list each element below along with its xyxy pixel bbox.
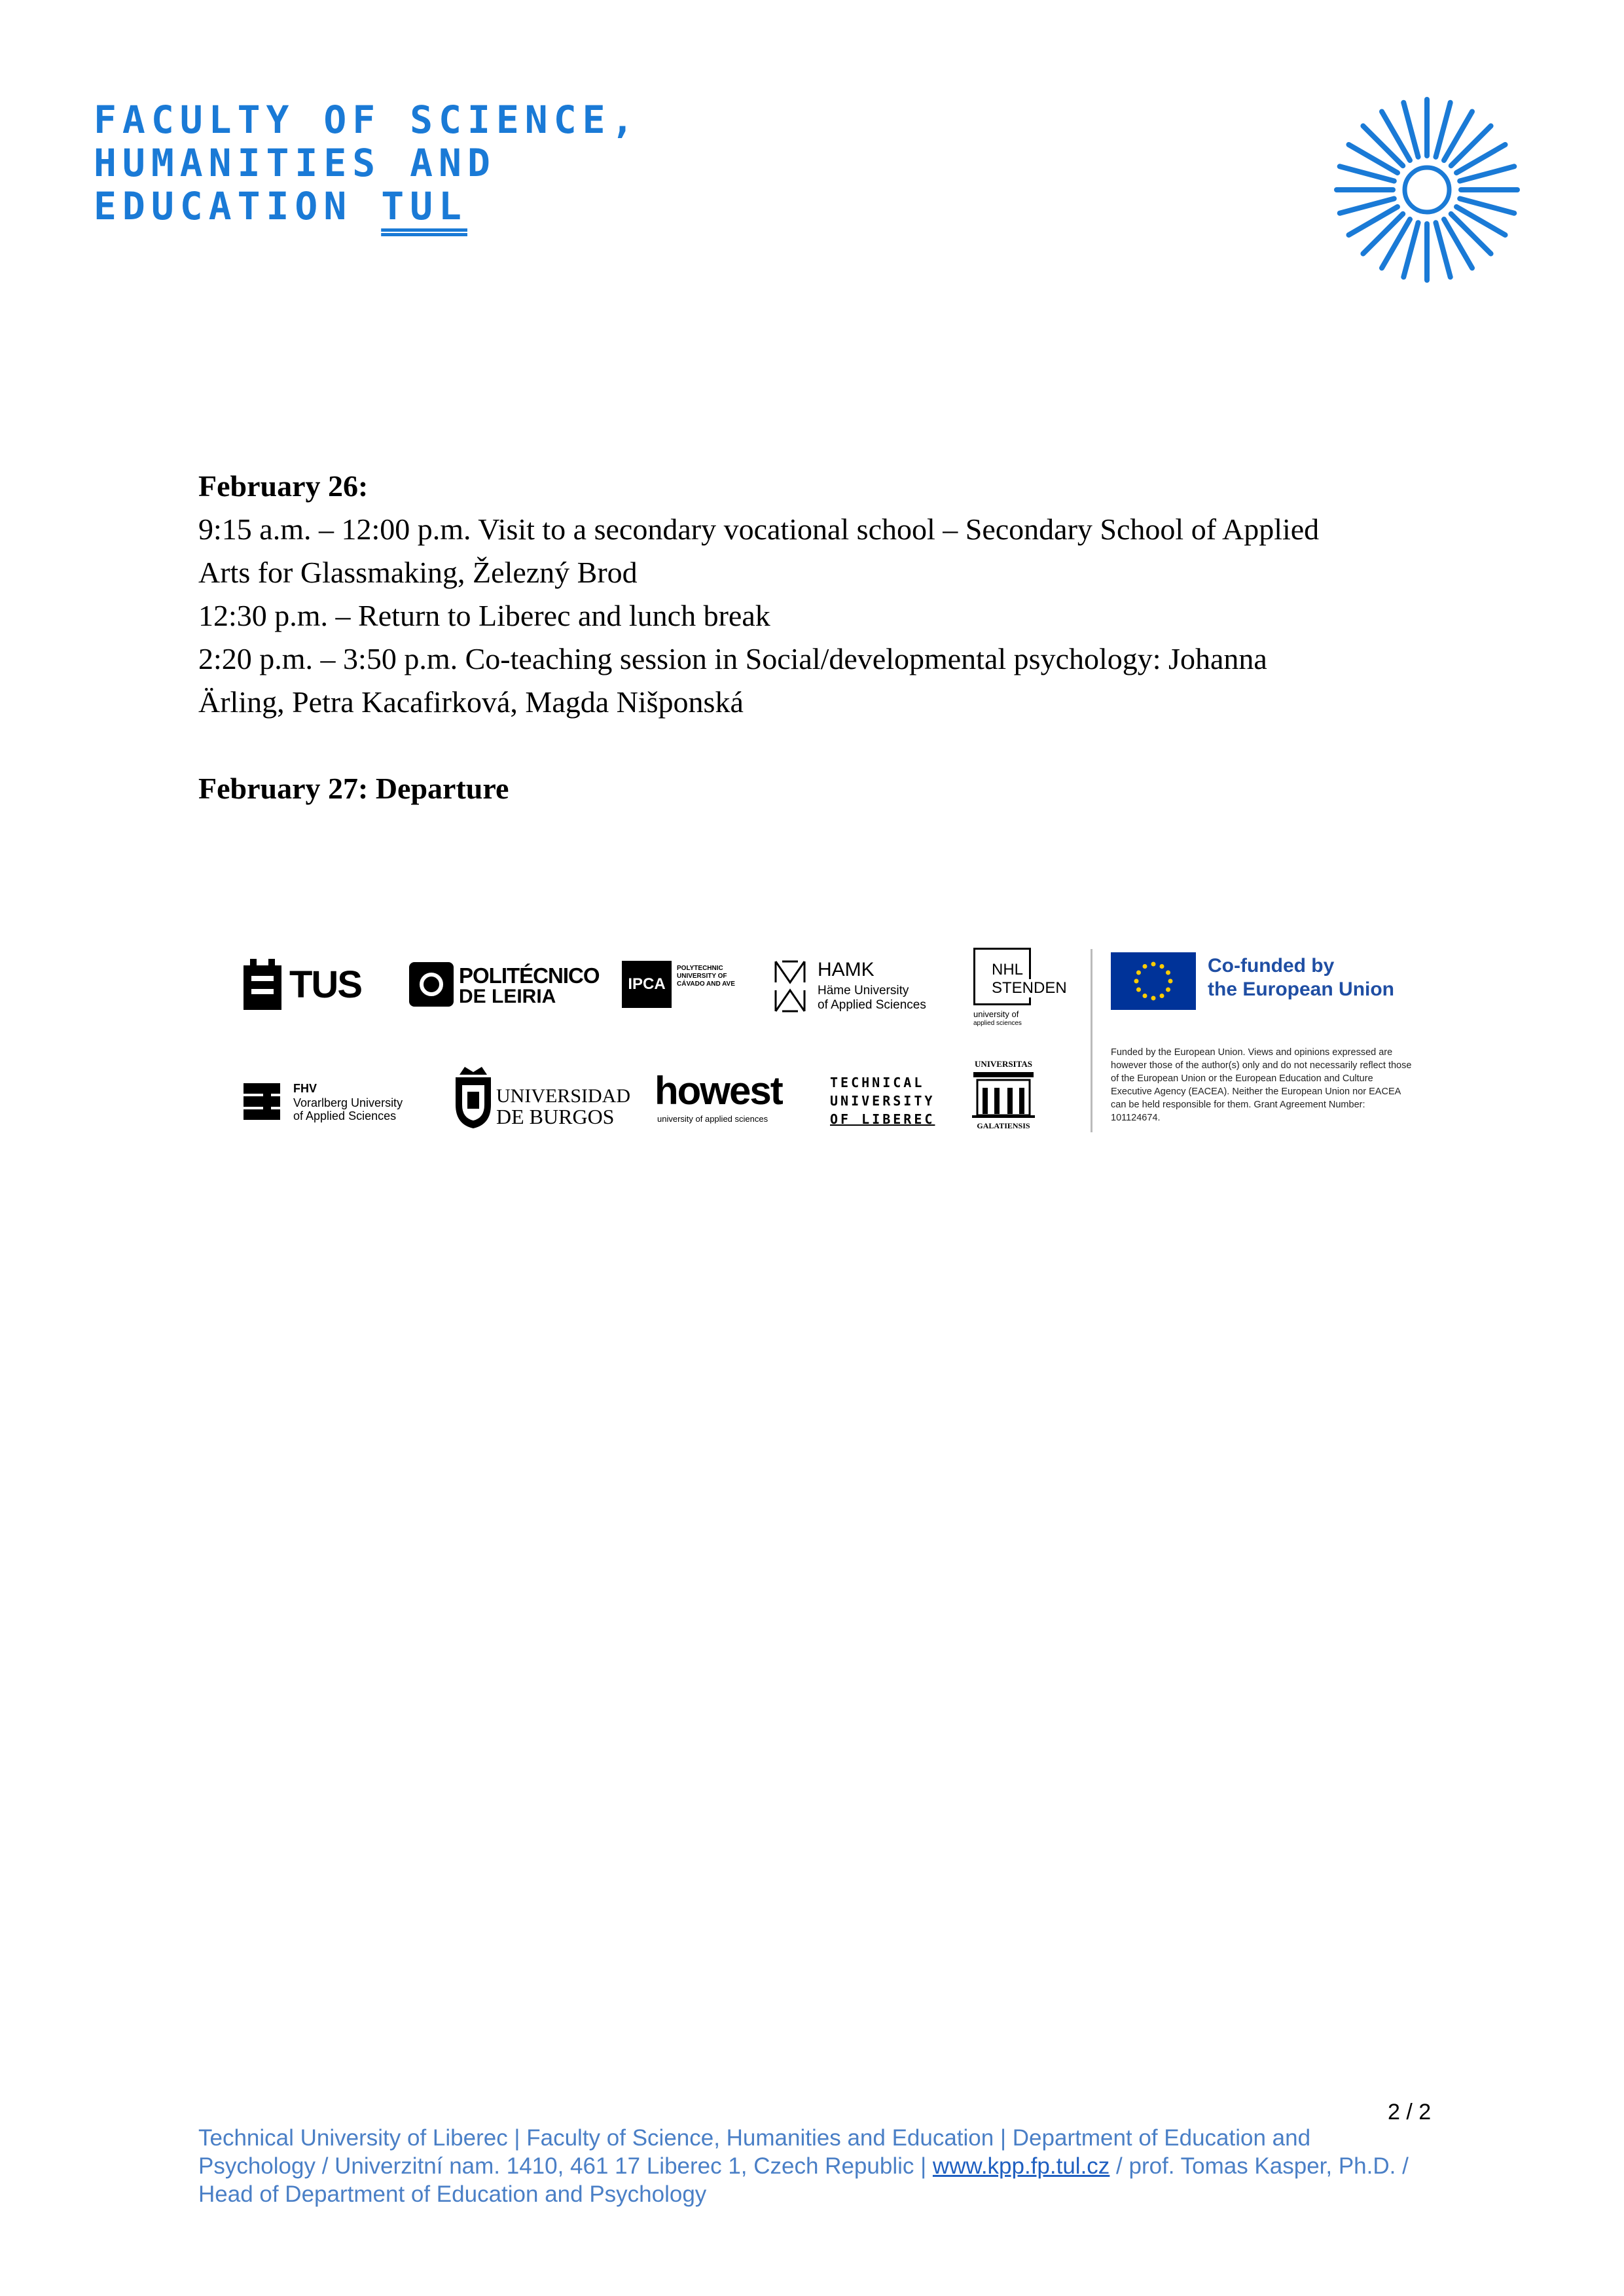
galati-text-1: UNIVERSITAS — [975, 1059, 1032, 1069]
nhl-text-1: NHL — [992, 961, 1024, 978]
fhv-sub-2: of Applied Sciences — [293, 1109, 397, 1122]
logo-divider — [1091, 949, 1092, 1132]
page-number: 2 / 2 — [1388, 2100, 1432, 2125]
eu-cofunded-line-1: Co-funded by — [1208, 955, 1335, 977]
burgos-crest-icon — [453, 1066, 494, 1130]
footer-text-1: Technical University of Liberec | Faculty of Science, Humanities and Education | Department of Education and Psychology / Univerzitní nam. 1410, 461 17 Liberec 1, Czech Republic | — [198, 2125, 1311, 2179]
howest-sub: university of applied sciences — [657, 1114, 768, 1124]
hamk-sub-1: Häme University — [818, 984, 909, 997]
eu-cofunded — [1208, 954, 1394, 1001]
hamk-sub-2: of Applied Sciences — [818, 998, 926, 1012]
burgos-text-2: DE BURGOS — [496, 1105, 615, 1128]
tus-castle-icon — [244, 959, 281, 1010]
tul-university-logo — [830, 1073, 935, 1128]
fhv-text: FHV — [293, 1082, 317, 1095]
burgos-text-1: UNIVERSIDAD — [496, 1085, 630, 1107]
nhl-sub-2: applied sciences — [973, 1020, 1022, 1027]
wordmark-line-2: HUMANITIES AND — [94, 141, 496, 185]
nhl-sub-1: university of — [973, 1009, 1019, 1019]
tul-logo-line-1: TECHNICAL — [830, 1075, 925, 1090]
howest-text: howest — [655, 1069, 782, 1113]
leiria-text-2: DE LEIRIA — [459, 986, 556, 1007]
tus-text: TUS — [289, 963, 361, 1006]
eu-flag-icon — [1111, 952, 1196, 1010]
day1-line-4: 2:20 p.m. – 3:50 p.m. Co-teaching session in Social/developmental psychology: Johanna — [198, 642, 1267, 675]
faculty-wordmark — [94, 98, 640, 228]
wordmark-line-1: FACULTY OF SCIENCE, — [94, 98, 640, 142]
hamk-mark-icon — [774, 959, 807, 1014]
fhv-sub-1: Vorarlberg University — [293, 1096, 403, 1109]
schedule — [198, 465, 1455, 810]
ipca-subtext: POLYTECHNIC UNIVERSITY OF CÁVADO AND AVE — [677, 965, 735, 988]
wordmark-line-3 — [94, 185, 640, 228]
day1-line-1: 9:15 a.m. – 12:00 p.m. Visit to a secondary vocational school – Secondary School of Applied — [198, 512, 1320, 546]
footer-text-2: / prof. Tomas Kasper, Ph.D. / Head of Department of Education and Psychology — [198, 2153, 1409, 2207]
galati-building-icon — [971, 1069, 1036, 1118]
nhl-text-2: STENDEN — [992, 979, 1067, 997]
day2-heading: February 27: Departure — [198, 772, 509, 805]
universitas-galatiensis-logo — [967, 1059, 1039, 1131]
leiria-circle-icon — [409, 962, 454, 1007]
day1-line-3: 12:30 p.m. – Return to Liberec and lunch break — [198, 599, 770, 632]
leiria-text-1: POLITÉCNICO — [459, 963, 600, 988]
tul-sunburst-logo-icon — [1329, 92, 1525, 288]
day1-line-5: Ärling, Petra Kacafirková, Magda Nišponská — [198, 685, 744, 719]
ipca-mark: IPCA — [622, 961, 672, 1008]
galati-text-2: GALATIENSIS — [977, 1121, 1030, 1130]
day1-heading: February 26: — [198, 469, 369, 503]
footer-website-link[interactable]: www.kpp.fp.tul.cz — [932, 2153, 1110, 2179]
day1-line-2: Arts for Glassmaking, Železný Brod — [198, 556, 638, 589]
hamk-text: HAMK — [818, 959, 875, 980]
tul-logo-line-2: UNIVERSITY — [830, 1093, 935, 1109]
eu-cofunded-line-2: the European Union — [1208, 978, 1394, 1000]
tul-logo-line-3: OF LIBEREC — [830, 1111, 935, 1127]
eu-disclaimer: Funded by the European Union. Views and opinions expressed are however those of the author(s) only and do not necessarily reflect those of the European Union or the European Education and Culture Executive Agency (EACEA). Neither the European Union nor EACEA can be held responsible for them. Grant Agreement Number: 101124674. — [1111, 1047, 1412, 1123]
wordmark-line-3-prefix: EDUCATION — [94, 184, 382, 228]
wordmark-tul: TUL — [381, 184, 467, 228]
footer — [198, 2124, 1429, 2208]
fhv-mark-icon — [244, 1083, 280, 1120]
